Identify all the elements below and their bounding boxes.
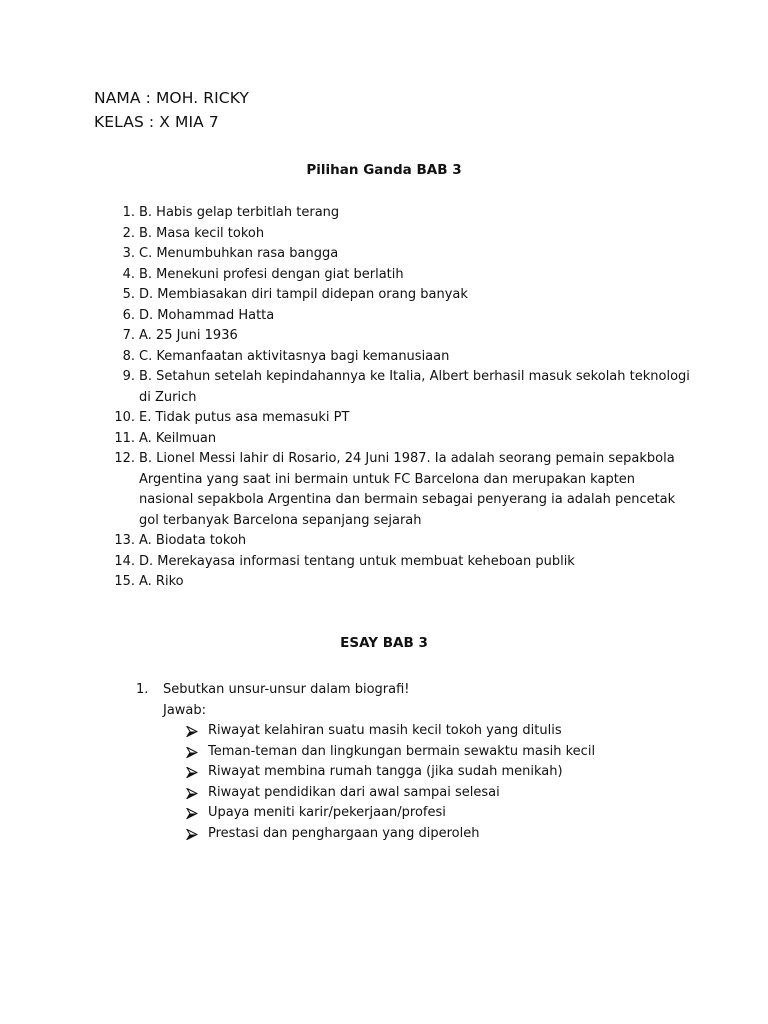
essay-section bbox=[136, 680, 696, 844]
answer-item bbox=[110, 367, 690, 408]
essay-question-number: 1. bbox=[136, 682, 149, 697]
answer-text: D. Membiasakan diri tampil didepan orang banyak bbox=[139, 287, 468, 302]
multiple-choice-list bbox=[110, 203, 690, 593]
answer-number: 10. bbox=[114, 410, 135, 425]
essay-answer-list bbox=[136, 721, 696, 844]
essay-answer-text: Riwayat kelahiran suatu masih kecil tokoh yang ditulis bbox=[208, 723, 562, 738]
answer-text: E. Tidak putus asa memasuki PT bbox=[139, 410, 350, 425]
answer-text: B. Masa kecil tokoh bbox=[139, 225, 265, 241]
answer-number: 4. bbox=[122, 266, 135, 282]
arrow-bullet-icon bbox=[186, 829, 198, 840]
answer-number: 11. bbox=[114, 430, 135, 446]
answer-item bbox=[110, 449, 690, 531]
answer-item bbox=[110, 531, 690, 552]
answer-item bbox=[110, 285, 690, 306]
answer-item bbox=[110, 429, 690, 450]
answer-item bbox=[110, 326, 690, 347]
answer-number: 5. bbox=[122, 287, 135, 302]
answer-text: D. Mohammad Hatta bbox=[139, 307, 275, 323]
essay-answer-item bbox=[186, 803, 696, 824]
answer-number: 3. bbox=[122, 246, 135, 261]
answer-text: B. Lionel Messi lahir di Rosario, 24 Juni 1987. Ia adalah seorang pemain sepakbola Argentina yang saat ini bermain untuk FC Barcelona dan merupakan kapten nasional sepakbola Argentina dan bermain sebagai penyerang ia adalah pencetak gol terbanyak Barcelona sepanjang sejarah bbox=[139, 451, 676, 528]
answer-item bbox=[110, 224, 690, 245]
essay-answer-item bbox=[186, 783, 696, 804]
answer-number: 13. bbox=[114, 533, 135, 548]
answer-item bbox=[110, 306, 690, 327]
answer-number: 6. bbox=[122, 307, 135, 323]
answer-text: A. Riko bbox=[139, 574, 184, 589]
answer-text: B. Setahun setelah kepindahannya ke Italia, Albert berhasil masuk sekolah teknologi di Zurich bbox=[139, 369, 690, 405]
answer-number: 9. bbox=[122, 369, 135, 384]
answer-item bbox=[110, 203, 690, 224]
answer-number: 14. bbox=[114, 553, 135, 569]
answer-number: 1. bbox=[122, 205, 135, 220]
essay-question-text: Sebutkan unsur-unsur dalam biografi! bbox=[163, 682, 410, 697]
answer-item bbox=[110, 347, 690, 368]
essay-answer-item bbox=[186, 742, 696, 763]
arrow-bullet-icon bbox=[186, 747, 198, 758]
essay-answer-text: Riwayat membina rumah tangga (jika sudah menikah) bbox=[208, 764, 563, 779]
answer-text: D. Merekayasa informasi tentang untuk membuat keheboan publik bbox=[139, 553, 575, 569]
answer-text: B. Menekuni profesi dengan giat berlatih bbox=[139, 266, 404, 282]
answer-text: C. Menumbuhkan rasa bangga bbox=[139, 246, 339, 261]
answer-number: 7. bbox=[122, 328, 135, 343]
arrow-bullet-icon bbox=[186, 726, 198, 737]
answer-text: A. 25 Juni 1936 bbox=[139, 328, 238, 343]
essay-title: ESAY BAB 3 bbox=[340, 635, 428, 651]
answer-number: 2. bbox=[122, 225, 135, 241]
essay-question bbox=[136, 680, 696, 701]
answer-item bbox=[110, 572, 690, 593]
answer-label: Jawab: bbox=[163, 702, 207, 718]
answer-text: B. Habis gelap terbitlah terang bbox=[139, 205, 340, 220]
answer-text: C. Kemanfaatan aktivitasnya bagi kemanusiaan bbox=[139, 348, 450, 364]
answer-number: 12. bbox=[114, 451, 135, 466]
student-name: NAMA : MOH. RICKY bbox=[94, 89, 250, 107]
answer-text: A. Keilmuan bbox=[139, 430, 217, 446]
answer-item bbox=[110, 265, 690, 286]
essay-answer-text: Prestasi dan penghargaan yang diperoleh bbox=[208, 825, 480, 841]
answer-text: A. Biodata tokoh bbox=[139, 533, 247, 548]
essay-answer-item bbox=[186, 824, 696, 845]
arrow-bullet-icon bbox=[186, 767, 198, 778]
answer-item bbox=[110, 408, 690, 429]
answer-item bbox=[110, 552, 690, 573]
multiple-choice-title: Pilihan Ganda BAB 3 bbox=[306, 162, 462, 178]
answer-number: 8. bbox=[122, 348, 135, 364]
essay-answer-item bbox=[186, 762, 696, 783]
essay-answer-item bbox=[186, 721, 696, 742]
arrow-bullet-icon bbox=[186, 788, 198, 799]
essay-answer-text: Riwayat pendidikan dari awal sampai selesai bbox=[208, 784, 500, 800]
arrow-bullet-icon bbox=[186, 808, 198, 819]
student-class: KELAS : X MIA 7 bbox=[94, 113, 219, 131]
answer-item bbox=[110, 244, 690, 265]
answer-number: 15. bbox=[114, 574, 135, 589]
essay-answer-text: Upaya meniti karir/pekerjaan/profesi bbox=[208, 805, 446, 820]
essay-answer-text: Teman-teman dan lingkungan bermain sewaktu masih kecil bbox=[208, 743, 596, 759]
